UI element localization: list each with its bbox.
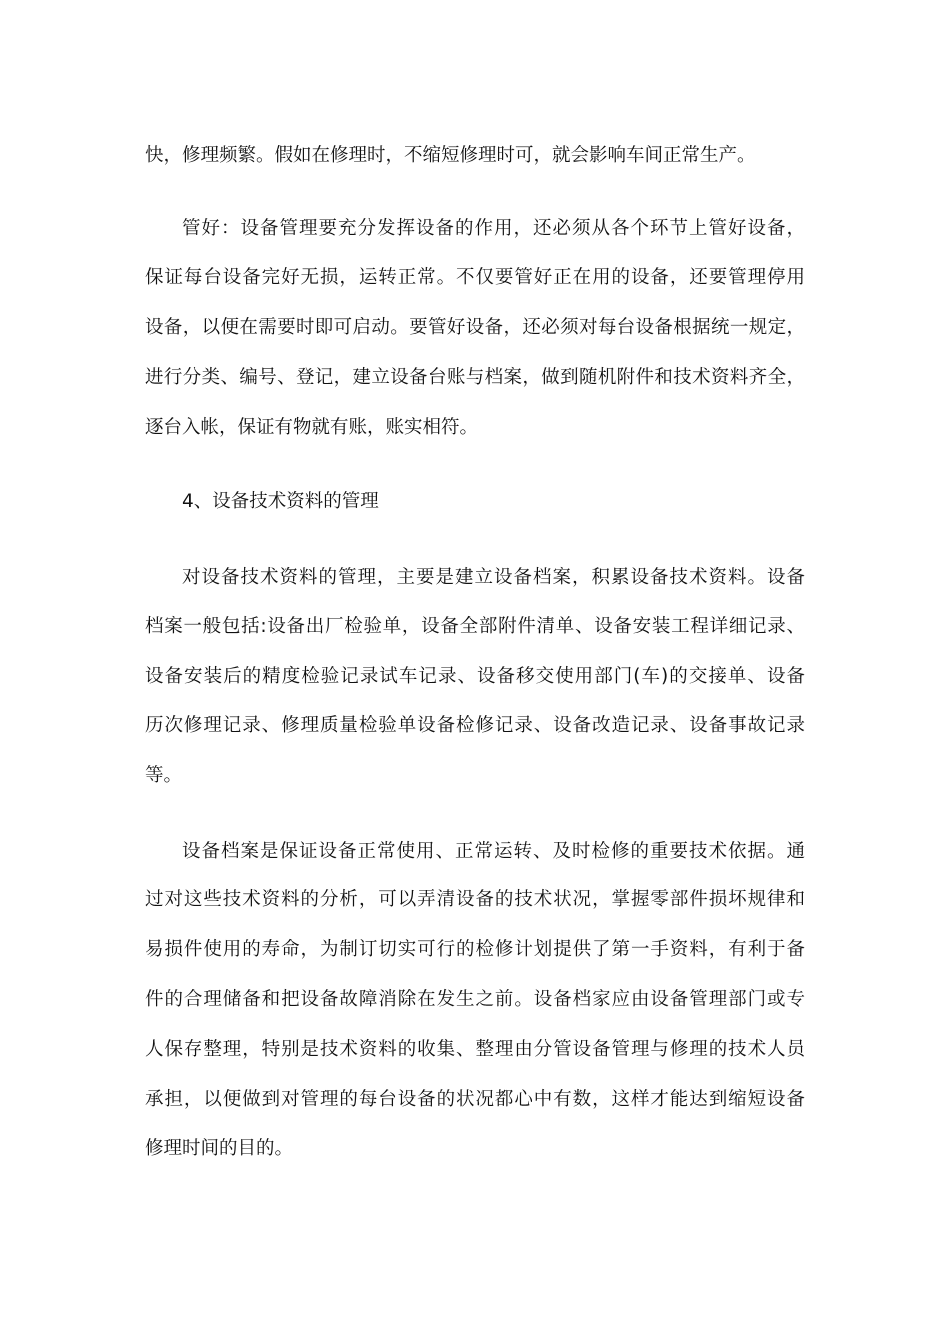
text-line: 承担，以便做到对管理的每台设备的状况都心中有数，这样才能达到缩短设备 <box>145 1089 805 1110</box>
text-line: 保证每台设备完好无损，运转正常。不仅要管好正在用的设备，还要管理停用 <box>145 267 805 288</box>
text-line: 档案一般包括:设备出厂检验单，设备全部附件清单、设备安装工程详细记录、 <box>145 616 805 637</box>
text-line: 对设备技术资料的管理，主要是建立设备档案，积累设备技术资料。设备 <box>182 567 805 588</box>
text-line: 设备，以便在需要时即可启动。要管好设备，还必须对每台设备根据统一规定， <box>145 317 805 338</box>
text-line: 过对这些技术资料的分析，可以弄清设备的技术状况，掌握零部件损坏规律和 <box>145 889 805 910</box>
text-line: 进行分类、编号、登记，建立设备台账与档案，做到随机附件和技术资料齐全， <box>145 367 805 388</box>
text-line: 件的合理储备和把设备故障消除在发生之前。设备档家应由设备管理部门或专 <box>145 989 805 1010</box>
text-line: 设备安装后的精度检验记录试车记录、设备移交使用部门(车)的交接单、设备 <box>145 666 805 687</box>
text-line: 逐台入帐，保证有物就有账，账实相符。 <box>145 417 479 438</box>
text-line: 易损件使用的寿命，为制订切实可行的检修计划提供了第一手资料，有利于备 <box>145 939 805 960</box>
text-line: 等。 <box>145 765 183 786</box>
text-line: 管好：设备管理要充分发挥设备的作用，还必须从各个环节上管好设备， <box>182 218 805 239</box>
text-line: 人保存整理，特别是技术资料的收集、整理由分管设备管理与修理的技术人员 <box>145 1039 805 1060</box>
text-line: 修理时间的目的。 <box>145 1138 294 1159</box>
text-line: 历次修理记录、修理质量检验单设备检修记录、设备改造记录、设备事故记录 <box>145 715 805 736</box>
section-heading: 4、设备技术资料的管理 <box>182 491 379 512</box>
text-line: 设备档案是保证设备正常使用、正常运转、及时检修的重要技术依据。通 <box>182 841 805 862</box>
text-line: 快，修理频繁。假如在修理时，不缩短修理时可，就会影响车间正常生产。 <box>145 145 756 166</box>
